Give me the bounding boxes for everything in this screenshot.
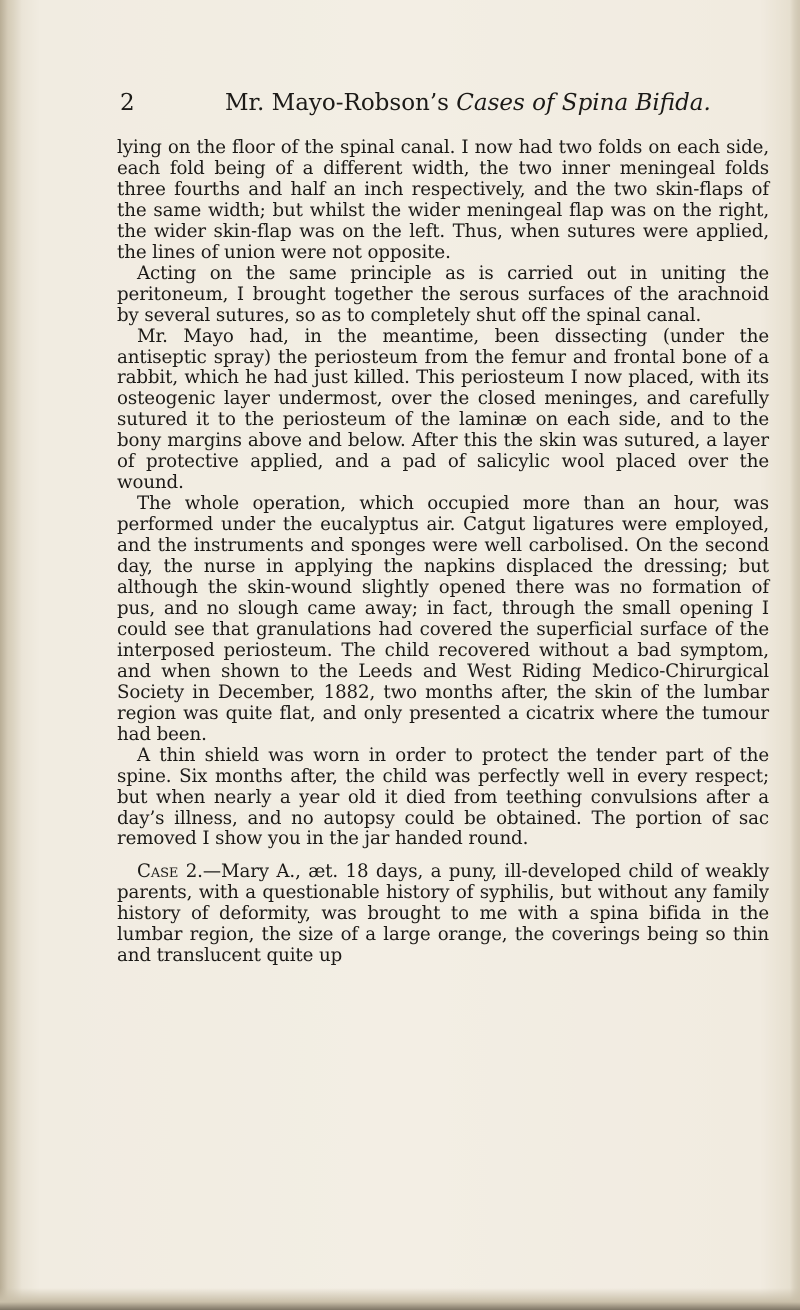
paragraph-operation-outcome: The whole operation, which occupied more than an hour, was performed under the eucalyptus air. Catgut ligatures were employed, and the instruments and sponges were well carbolised. On the second day, the nurse in applying the napkins displaced the dressing; but although the skin-wound slightly opened there was no formation of pus, and no slough came away; in fact, through the small opening I could see that granulations had covered the superficial surface of the interposed periosteum. The child recovered without a bad symptom, and when shown to the Leeds and West Riding Medico-Chirurgical Society in December, 1882, two months after, the skin of the lumbar region was quite flat, and only presented a cicatrix where the tumour had been.: [117, 493, 769, 745]
paragraph-shield-and-death: A thin shield was worn in order to protect the tender part of the spine. Six months after, the child was perfectly well in every respect; but when nearly a year old it died from teething convulsions after a day’s illness, and no autopsy could be obtained. The portion of sac removed I show you in the jar handed round.: [117, 744, 769, 850]
body-text: [117, 138, 769, 967]
paragraph-periosteum-graft: Mr. Mayo had, in the meantime, been dissecting (under the antiseptic spray) the periosteum from the femur and frontal bone of a rabbit, which he had just killed. This periosteum I now placed, with its osteogenic layer undermost, over the closed meninges, and carefully sutured it to the periosteum of the laminæ on each side, and to the bony margins above and below. After this the skin was sutured, a layer of protective applied, and a pad of salicylic wool placed over the wound.: [117, 325, 769, 494]
page-right-edge: [790, 0, 800, 1310]
page-header: [120, 86, 760, 120]
running-head-title: Cases of Spina Bifida.: [456, 90, 711, 116]
paragraph-continuation: lying on the floor of the spinal canal. I now had two folds on each side, each fold being of a different width, the two inner meningeal folds three fourths and half an inch respectively, and the two skin-flaps of the same width; but whilst the wider meningeal flap was on the right, the wider skin-flap was on the left. Thus, when sutures were applied, the lines of union were not opposite.: [117, 137, 769, 263]
page-number: 2: [120, 90, 135, 116]
paragraph-arachnoid-sutures: Acting on the same principle as is carried out in uniting the peritoneum, I brought together the serous surfaces of the arachnoid by several sutures, so as to completely shut off the spinal canal.: [117, 262, 769, 326]
binding-shadow: [0, 0, 22, 1310]
case-label: Case 2.: [137, 861, 203, 883]
page-bottom-edge: [0, 1288, 800, 1310]
case-text: —Mary A., æt. 18 days, a puny, ill-developed child of weakly parents, with a questionable history of syphilis, but without any family history of deformity, was brought to me with a spina bifida in the lumbar region, the size of a large orange, the coverings being so thin and translucent quite up: [117, 861, 769, 967]
running-head: [225, 86, 711, 120]
paragraph-case-2: [117, 862, 769, 967]
running-head-author: Mr. Mayo-Robson’s: [225, 90, 457, 116]
